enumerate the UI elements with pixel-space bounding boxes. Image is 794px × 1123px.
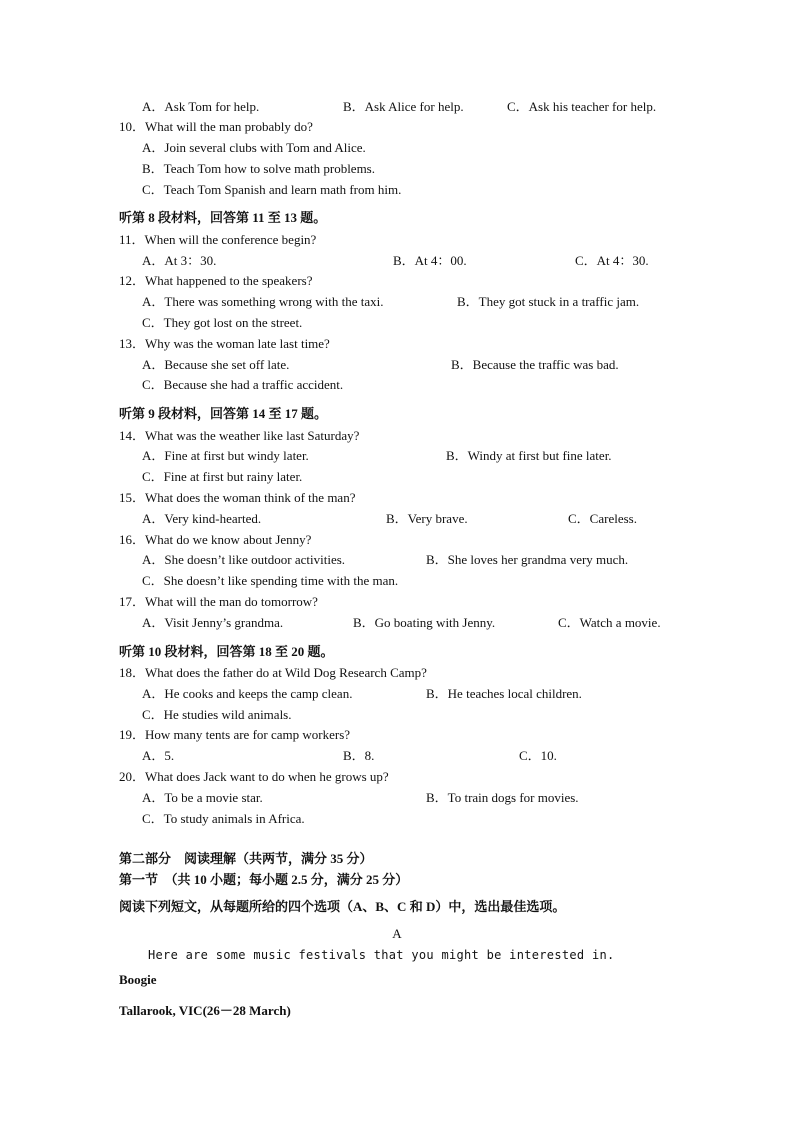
q14-option-a: A．Fine at first but windy later.	[142, 448, 309, 463]
q18-option-a: A．He cooks and keeps the camp clean.	[142, 686, 353, 701]
q20-option-c: C．To study animals in Africa.	[142, 811, 305, 826]
q12-option-c: C．They got lost on the street.	[142, 315, 303, 330]
q19-option-b: B．8.	[343, 748, 375, 763]
q20-stem: 20．What does Jack want to do when he grows up?	[119, 769, 389, 784]
part-2-title: 第二部分 阅读理解（共两节，满分 35 分）	[119, 851, 373, 866]
q11-stem: 11．When will the conference begin?	[119, 232, 317, 247]
q15-option-a: A．Very kind-hearted.	[142, 511, 262, 526]
festival-boogie-place: Tallarook, VIC(26－28 March)	[119, 1003, 291, 1018]
q10-option-a: A．Join several clubs with Tom and Alice.	[142, 140, 366, 155]
part-2-section-1: 第一节 （共 10 小题；每小题 2.5 分，满分 25 分）	[119, 872, 409, 887]
q17-option-a: A．Visit Jenny’s grandma.	[142, 615, 284, 630]
q11-option-b: B．At 4：00.	[393, 253, 467, 268]
q17-stem: 17．What will the man do tomorrow?	[119, 594, 318, 609]
q17-option-b: B．Go boating with Jenny.	[353, 615, 496, 630]
section-9-heading: 听第 9 段材料，回答第 14 至 17 题。	[119, 406, 328, 421]
q20-option-b: B．To train dogs for movies.	[426, 790, 579, 805]
q19-option-a: A．5.	[142, 748, 175, 763]
q15-option-b: B．Very brave.	[386, 511, 468, 526]
q9-option-b: B．Ask Alice for help.	[343, 99, 464, 114]
q15-option-c: C．Careless.	[568, 511, 637, 526]
q10-option-c: C．Teach Tom Spanish and learn math from him.	[142, 182, 402, 197]
q17-option-c: C．Watch a movie.	[558, 615, 661, 630]
q18-option-c: C．He studies wild animals.	[142, 707, 292, 722]
section-8-heading: 听第 8 段材料，回答第 11 至 13 题。	[119, 210, 327, 225]
q9-option-a: A．Ask Tom for help.	[142, 99, 260, 114]
q13-option-c: C．Because she had a traffic accident.	[142, 377, 344, 392]
q20-option-a: A．To be a movie star.	[142, 790, 263, 805]
q19-stem: 19．How many tents are for camp workers?	[119, 727, 351, 742]
q12-option-a: A．There was something wrong with the taxi.	[142, 294, 384, 309]
q16-stem: 16．What do we know about Jenny?	[119, 532, 312, 547]
q18-option-b: B．He teaches local children.	[426, 686, 582, 701]
q14-stem: 14．What was the weather like last Saturday?	[119, 428, 360, 443]
passage-a-intro: Here are some music festivals that you might be interested in.	[148, 948, 615, 962]
q15-stem: 15．What does the woman think of the man?	[119, 490, 356, 505]
q13-option-a: A．Because she set off late.	[142, 357, 290, 372]
q10-option-b: B．Teach Tom how to solve math problems.	[142, 161, 375, 176]
q19-option-c: C．10.	[519, 748, 557, 763]
q12-stem: 12．What happened to the speakers?	[119, 273, 313, 288]
q16-option-c: C．She doesn’t like spending time with the man.	[142, 573, 399, 588]
part-2-instruction: 阅读下列短文，从每题所给的四个选项（A、B、C 和 D）中，选出最佳选项。	[119, 899, 566, 914]
passage-a-label: A	[392, 926, 402, 941]
q11-option-a: A．At 3：30.	[142, 253, 217, 268]
section-10-heading: 听第 10 段材料，回答第 18 至 20 题。	[119, 644, 334, 659]
q9-option-c: C．Ask his teacher for help.	[507, 99, 657, 114]
q10-stem: 10．What will the man probably do?	[119, 119, 313, 134]
q16-option-b: B．She loves her grandma very much.	[426, 552, 629, 567]
q18-stem: 18．What does the father do at Wild Dog Research Camp?	[119, 665, 427, 680]
q13-option-b: B．Because the traffic was bad.	[451, 357, 619, 372]
q16-option-a: A．She doesn’t like outdoor activities.	[142, 552, 346, 567]
q11-option-c: C．At 4：30.	[575, 253, 649, 268]
q14-option-b: B．Windy at first but fine later.	[446, 448, 612, 463]
q14-option-c: C．Fine at first but rainy later.	[142, 469, 303, 484]
q12-option-b: B．They got stuck in a traffic jam.	[457, 294, 640, 309]
festival-boogie-name: Boogie	[119, 972, 157, 987]
q13-stem: 13．Why was the woman late last time?	[119, 336, 330, 351]
